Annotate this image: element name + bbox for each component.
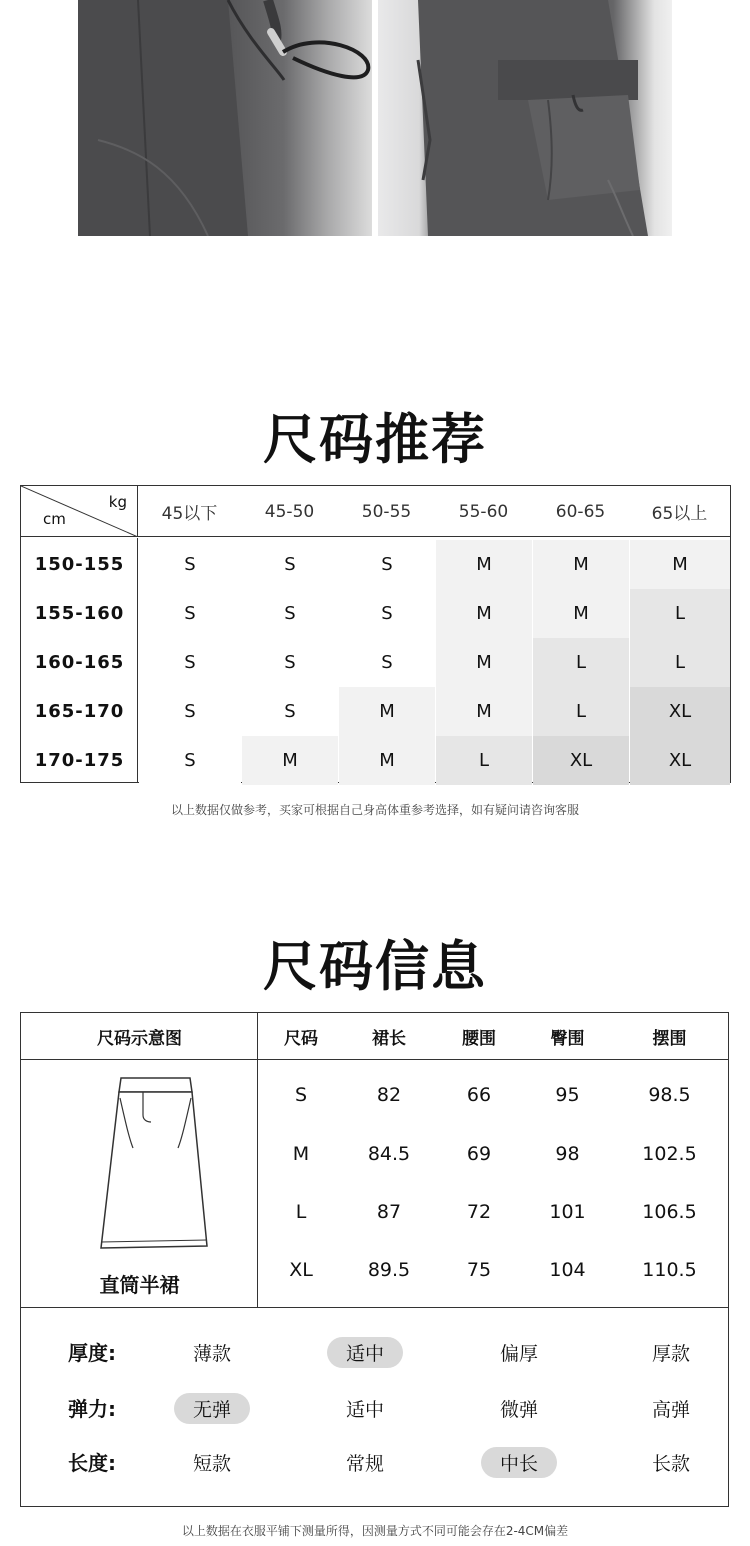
length-header: 裙长 (372, 1029, 406, 1049)
size-cell: M (242, 736, 338, 785)
size-cell: S (139, 589, 241, 638)
measurement-value: 82 (376, 1084, 402, 1106)
thickness-label: 厚度: (68, 1341, 116, 1365)
measurement-value: 98.5 (648, 1084, 691, 1106)
size-cell: S (139, 638, 241, 687)
footer-note: 以上数据在衣服平铺下测量所得，因测量方式不同可能会存在2-4CM偏差 (181, 1524, 569, 1538)
attribute-option-selected: 适中 (327, 1337, 403, 1368)
measurement-value: 84.5 (367, 1143, 411, 1165)
attribute-option-selected: 无弹 (174, 1393, 250, 1424)
size-cell: L (436, 736, 532, 785)
attribute-option: 高弹 (651, 1399, 690, 1421)
size-cell: M (436, 638, 532, 687)
height-row-header: 150-155 (34, 554, 125, 575)
size-cell: M (436, 540, 532, 589)
weight-column-header: 45以下 (161, 504, 218, 524)
size-cell: S (242, 687, 338, 736)
measurement-value: 89.5 (367, 1259, 411, 1281)
length-label: 长度: (68, 1451, 116, 1475)
product-photo-left (78, 0, 372, 236)
recommend-title: 尺码推荐 (263, 408, 487, 471)
size-label: XL (289, 1259, 313, 1281)
measurement-value: 95 (555, 1084, 580, 1106)
diagram-column (21, 1013, 258, 1307)
size-cell: XL (630, 687, 730, 736)
recommend-body (21, 538, 730, 782)
attribute-option: 偏厚 (499, 1343, 538, 1365)
recommend-note: 以上数据仅做参考，买家可根据自己身高体重参考选择，如有疑问请咨询客服 (170, 803, 579, 817)
elasticity-label: 弹力: (68, 1397, 116, 1421)
size-cell: M (630, 540, 730, 589)
attribute-option: 适中 (345, 1399, 384, 1421)
size-cell: L (533, 638, 629, 687)
size-cell: L (630, 589, 730, 638)
size-cell: S (242, 540, 338, 589)
info-title: 尺码信息 (263, 935, 487, 998)
weight-unit-label: kg (108, 493, 127, 511)
attribute-option: 常规 (345, 1453, 384, 1475)
size-info-table (20, 1012, 729, 1308)
size-cell: S (139, 540, 241, 589)
hip-header: 臀围 (550, 1029, 585, 1049)
size-cell: S (139, 736, 241, 785)
height-row-header: 160-165 (34, 652, 125, 673)
measurement-value: 98 (555, 1143, 580, 1165)
size-recommend-table (20, 485, 731, 783)
size-cell: L (533, 687, 629, 736)
skirt-type-caption: 直筒半裙 (99, 1273, 180, 1297)
product-photo-right (378, 0, 672, 236)
size-cell: M (533, 589, 629, 638)
attribute-option: 长款 (651, 1453, 690, 1475)
attribute-option: 短款 (192, 1453, 231, 1475)
size-cell: S (139, 687, 241, 736)
attribute-option: 微弹 (499, 1399, 538, 1421)
diagram-header: 尺码示意图 (97, 1029, 182, 1049)
measurement-value: 75 (466, 1259, 492, 1281)
attribute-option: 厚款 (651, 1343, 690, 1365)
size-label: L (295, 1201, 307, 1223)
size-label: M (292, 1143, 310, 1165)
size-label: S (294, 1084, 308, 1106)
size-cell: M (339, 736, 435, 785)
height-row-header: 155-160 (34, 603, 125, 624)
measurement-value: 69 (466, 1143, 492, 1165)
hem-header: 摆围 (652, 1029, 687, 1049)
weight-column-header: 50-55 (361, 501, 412, 522)
attributes-panel (20, 1307, 729, 1507)
size-cell: S (339, 638, 435, 687)
height-unit-label: cm (43, 510, 66, 528)
weight-column-header: 60-65 (555, 501, 606, 522)
size-cell: S (339, 589, 435, 638)
size-cell: L (630, 638, 730, 687)
measurement-value: 72 (466, 1201, 492, 1223)
height-row-header: 165-170 (34, 701, 125, 722)
weight-column-header: 45-50 (264, 501, 315, 522)
weight-column-header: 65以上 (651, 504, 708, 524)
size-cell: M (436, 589, 532, 638)
height-row-header: 170-175 (34, 750, 125, 771)
measurement-value: 87 (376, 1201, 402, 1223)
measurement-value: 106.5 (642, 1201, 697, 1223)
size-cell: M (436, 687, 532, 736)
measurement-value: 110.5 (642, 1259, 697, 1281)
measurement-value: 104 (549, 1259, 586, 1281)
size-cell: XL (630, 736, 730, 785)
recommend-header-row (21, 486, 730, 537)
waist-header: 腰围 (462, 1029, 496, 1049)
size-header: 尺码 (284, 1029, 318, 1049)
weight-column-header: 55-60 (458, 501, 509, 522)
measurement-value: 66 (466, 1084, 492, 1106)
attribute-option-selected: 中长 (481, 1447, 557, 1478)
size-cell: S (242, 638, 338, 687)
measurement-value: 101 (549, 1201, 586, 1223)
attribute-option: 薄款 (192, 1343, 231, 1365)
size-cell: S (242, 589, 338, 638)
measurement-value: 102.5 (642, 1143, 697, 1165)
size-cell: M (339, 687, 435, 736)
recommend-corner-cell (21, 486, 138, 537)
size-cell: M (533, 540, 629, 589)
size-cell: XL (533, 736, 629, 785)
size-cell: S (339, 540, 435, 589)
